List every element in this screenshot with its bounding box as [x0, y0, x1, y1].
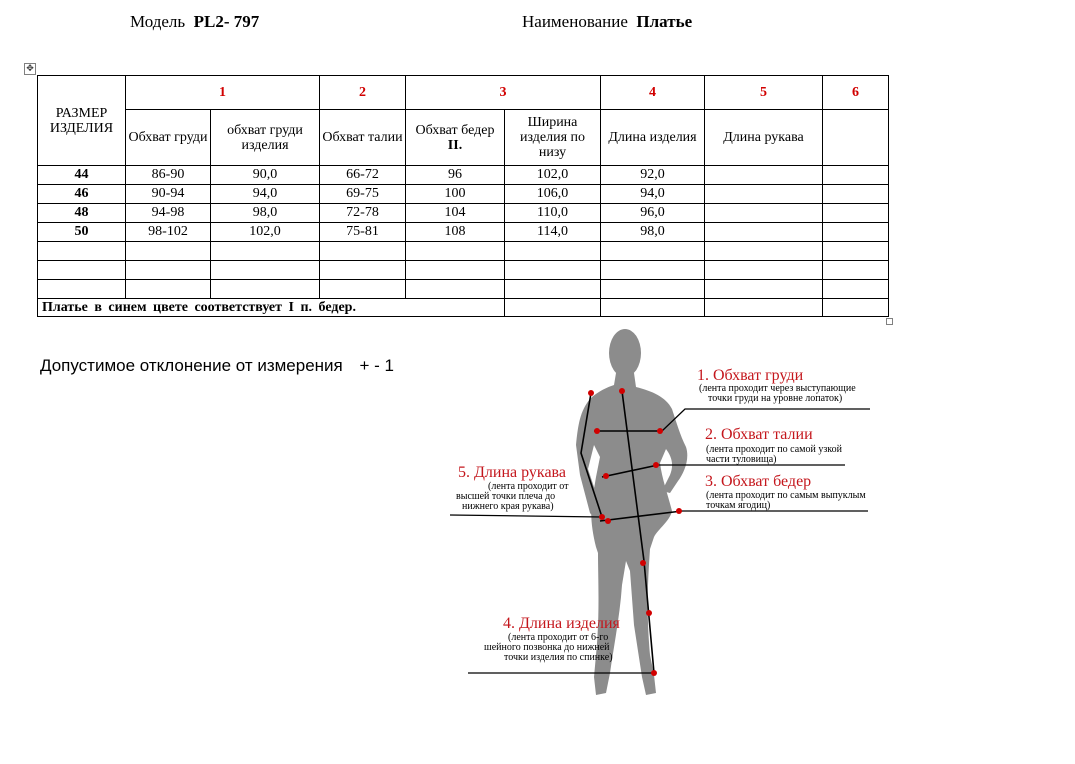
- table-cell: 110,0: [505, 204, 601, 223]
- table-cell: 72-78: [320, 204, 406, 223]
- table-cell: 66-72: [320, 166, 406, 185]
- callout-title: 3. Обхват бедер: [705, 473, 812, 490]
- column-number-row: [38, 76, 889, 110]
- table-cell: 90-94: [126, 185, 211, 204]
- table-cell: 94,0: [211, 185, 320, 204]
- row-size-cell: 44: [38, 166, 126, 185]
- empty-row: [38, 280, 889, 299]
- tolerance-value: + - 1: [359, 356, 394, 375]
- table-cell: 96: [406, 166, 505, 185]
- name-header: [522, 12, 692, 32]
- callout-sleeve: [456, 464, 569, 512]
- table-cell: 108: [406, 223, 505, 242]
- table-cell: 102,0: [505, 166, 601, 185]
- table-cell: 90,0: [211, 166, 320, 185]
- callout-note: (лента проходит от: [488, 481, 569, 492]
- column-number-6: 6: [823, 76, 889, 110]
- table-cell: 114,0: [505, 223, 601, 242]
- callout-note: (лента проходит по самой узкой: [706, 444, 842, 455]
- column-number-5: 5: [705, 76, 823, 110]
- callout-note: точкам ягодиц): [706, 500, 771, 511]
- table-cell: [705, 223, 823, 242]
- table-cell: [705, 204, 823, 223]
- row-size-cell: 46: [38, 185, 126, 204]
- column-header: [823, 110, 889, 166]
- callout-note: высшей точки плеча до: [456, 491, 556, 502]
- table-resize-handle[interactable]: [886, 318, 893, 325]
- model-header: [130, 12, 259, 32]
- callout-note: точки изделия по спинке): [504, 652, 613, 663]
- column-header-suffix: II.: [447, 137, 463, 153]
- callout-title: 2. Обхват талии: [705, 426, 813, 443]
- table-cell: 96,0: [601, 204, 705, 223]
- table-cell: 94,0: [601, 185, 705, 204]
- size-table: [37, 75, 889, 317]
- column-header: Ширина изделия по низу: [505, 110, 601, 166]
- table-cell: 106,0: [505, 185, 601, 204]
- callout-title: 5. Длина рукава: [458, 464, 566, 481]
- callout-title: 4. Длина изделия: [503, 615, 620, 632]
- table-cell: [823, 166, 889, 185]
- column-number-3: 3: [406, 76, 601, 110]
- callout-note: части туловища): [706, 454, 777, 465]
- callout-hips: [705, 473, 866, 511]
- callout-note: нижнего края рукава): [462, 501, 554, 512]
- size-header-cell: РАЗМЕР ИЗДЕЛИЯ: [38, 76, 126, 166]
- model-value: PL2- 797: [193, 12, 260, 31]
- row-size-cell: 50: [38, 223, 126, 242]
- table-cell: 75-81: [320, 223, 406, 242]
- column-header-row: [38, 110, 889, 166]
- name-value: Платье: [636, 12, 693, 31]
- column-header: Длина рукава: [705, 110, 823, 166]
- table-move-handle-icon[interactable]: ✥: [24, 63, 36, 75]
- callout-waist: [705, 426, 843, 465]
- table-cell: 98,0: [211, 204, 320, 223]
- callout-title: 1. Обхват груди: [697, 367, 804, 384]
- table-cell: [705, 166, 823, 185]
- callout-note: точки груди на уровне лопаток): [708, 393, 843, 404]
- table-cell: [823, 185, 889, 204]
- table-cell: 100: [406, 185, 505, 204]
- table-note: Платье в синем цвете соответствует I п. бедер.: [38, 299, 505, 317]
- callout-note: (лента проходит через выступающие: [699, 383, 856, 394]
- column-number-4: 4: [601, 76, 705, 110]
- table-cell: [823, 223, 889, 242]
- table-cell: [705, 185, 823, 204]
- table-cell: [823, 204, 889, 223]
- callout-chest: [697, 367, 856, 404]
- callout-note: шейного позвонка до нижней: [484, 642, 610, 653]
- measurement-diagram: [440, 325, 890, 715]
- tolerance-line: [40, 356, 394, 376]
- callout-note: (лента проходит от 6-го: [508, 632, 609, 643]
- table-cell: 94-98: [126, 204, 211, 223]
- table-cell: 102,0: [211, 223, 320, 242]
- column-number-1: 1: [126, 76, 320, 110]
- column-header: [406, 110, 505, 166]
- empty-row: [38, 261, 889, 280]
- note-row: [38, 299, 889, 317]
- name-label: Наименование: [522, 12, 628, 31]
- column-header: Обхват талии: [320, 110, 406, 166]
- table-cell: 92,0: [601, 166, 705, 185]
- column-header: Длина изделия: [601, 110, 705, 166]
- model-label: Модель: [130, 12, 186, 31]
- table-cell: 104: [406, 204, 505, 223]
- table-cell: 69-75: [320, 185, 406, 204]
- callout-note: (лента проходит по самым выпуклым: [706, 490, 866, 501]
- tolerance-label: Допустимое отклонение от измерения: [40, 356, 343, 375]
- empty-row: [38, 242, 889, 261]
- row-size-cell: 48: [38, 204, 126, 223]
- column-header: обхват груди изделия: [211, 110, 320, 166]
- table-cell: 86-90: [126, 166, 211, 185]
- callout-length: [484, 615, 621, 663]
- table-row: [38, 185, 889, 204]
- column-header: Обхват груди: [126, 110, 211, 166]
- table-row: [38, 166, 889, 185]
- table-cell: 98-102: [126, 223, 211, 242]
- column-number-2: 2: [320, 76, 406, 110]
- column-header-text: Обхват бедер: [415, 122, 495, 138]
- table-cell: 98,0: [601, 223, 705, 242]
- table-row: [38, 223, 889, 242]
- table-row: [38, 204, 889, 223]
